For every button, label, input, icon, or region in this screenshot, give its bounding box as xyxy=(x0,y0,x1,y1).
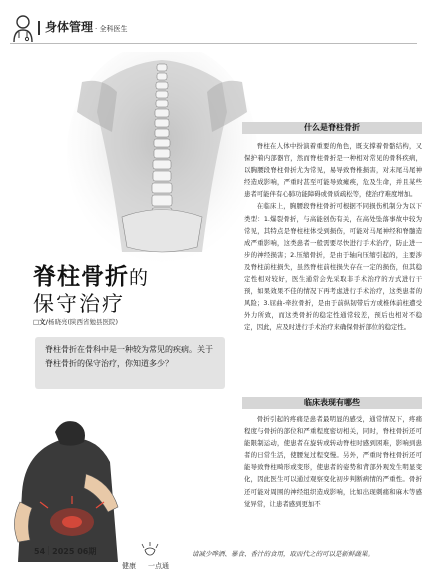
paragraph: 骨折引起的疼痛是患者最明显的感受，通常情况下，疼痛程度与骨折的部位和严重程度密切相关，同时，脊柱骨折还可能限制运动，使患者在旋转或转动脊柱时感到困难，影响到患者的日常生活，使腰复过程变慢。另外，严重时脊柱骨折还可能导致脊柱畸形或变形，使患者的姿势和背部外观发生明显变化，因此医生可以通过观察变化初步判断病情的严重性。骨折还可能对周围的神经组织造成影响，比如出现刺痛和麻木等感觉异常，让患者感到更加不 xyxy=(244,415,422,508)
section-heading-what-is: 什么是脊柱骨折 xyxy=(242,122,422,134)
header-divider xyxy=(38,21,40,35)
back-pain-illustration xyxy=(0,412,130,562)
section-title: 身体管理 · 全科医生 xyxy=(45,20,128,34)
footer-quote: 请减少哗酒、暴食、香汁的食用，取而代之的可以是新鲜蔬果。 xyxy=(192,550,374,558)
issue-number: 2025 06 xyxy=(52,547,89,556)
doctor-icon xyxy=(10,14,36,44)
magazine-logo xyxy=(118,540,182,572)
section-body-what-is xyxy=(244,140,422,334)
section-subtitle: · 全科医生 xyxy=(95,25,128,33)
spine-back-illustration xyxy=(62,52,262,262)
svg-text:一点通: 一点通 xyxy=(148,562,169,570)
svg-text:健康: 健康 xyxy=(122,562,136,570)
page-number: 54 2025 06期 xyxy=(34,547,97,556)
article-title-line2: 保守治疗 xyxy=(33,292,125,316)
paragraph: 在临床上，胸腰段脊柱骨折可根据不同损伤机制分为以下类型：1.爆裂骨折，与高能创伤有关，在高处坠落事故中较为常见，其特点是脊柱柱体受到损伤，可能对马尾神经和脊髓造成严重影响，这类患者一般需要尽快进行手术治疗，防止进一步的神经损害；2.压缩骨折，是由于轴向压缩引起的，主要涉及脊柱前柱损失，虽然脊柱前柱损失存在一定的损伤，但其稳定性相对较好，医生通常会先采取非手术治疗的方式进行干预，如果效果不佳的情况下再考虑进行手术治疗，这类患者的风险；3.屈曲-牵拉骨折，是由于前纵韧带后方或椎体前柱遭受外力所致，而这类骨折的稳定性通常较差，预后也相对不稳定，因此，应及时进行手术治疗来确保骨折部位的稳定性。 xyxy=(244,202,422,332)
section-body-symptoms xyxy=(244,413,422,510)
header-rule xyxy=(10,43,417,44)
intro-text: 脊柱骨折在骨科中是一种较为常见的疾病。关于脊柱骨折的保守治疗，你知道多少？ xyxy=(45,345,213,368)
paragraph: 脊柱在人体中扮演着重要的角色，既支撑着骨骼结构，又保护着内部器官，然而脊柱骨折是一种相对常见的骨科疾病，以胸腰段脊柱骨折尤为常见，易导致脊椎损害，对末尾马尾神经造成影响，严重时甚至可能导致瘫痪，危及生命，并且某些患者可能伴有心肺功能障碍或骨质疏松等，使治疗难度增加。 xyxy=(244,142,422,199)
section-heading-symptoms: 临床表现有哪些 xyxy=(242,397,422,409)
author-byline: □文/杨晓亮(陕西省勉县医院) xyxy=(33,318,119,326)
article-title: 脊柱骨折的 xyxy=(33,264,150,290)
issue-suffix: 期 xyxy=(88,547,97,556)
